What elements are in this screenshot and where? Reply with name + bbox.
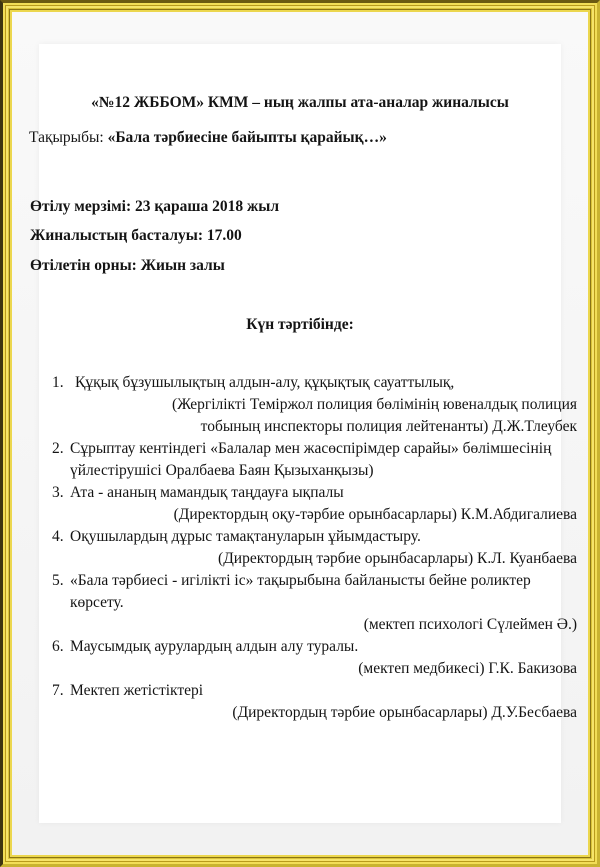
meeting-venue: Өтілетін орны: Жиын залы bbox=[30, 257, 225, 274]
agenda-text: Мектеп жетістіктері bbox=[70, 682, 204, 699]
agenda-heading: Күн тәртібінде: bbox=[246, 316, 354, 333]
topic-value: «Бала тәрбиесіне байыпты қарайық…» bbox=[107, 129, 387, 146]
agenda-responsible: (Директордың оқу-тәрбие орынбасарлары) К.М.Абдигалиева bbox=[173, 506, 577, 523]
agenda-text: көрсету. bbox=[70, 594, 124, 611]
agenda-number: 7. bbox=[52, 682, 64, 699]
agenda-number: 1. bbox=[52, 374, 64, 391]
topic-line bbox=[29, 130, 387, 146]
agenda-number: 6. bbox=[52, 638, 64, 655]
agenda-text: Құқық бұзушылықтың алдын-алу, құқықтық сауаттылық, bbox=[75, 374, 455, 391]
topic-label: Тақырыбы: bbox=[29, 129, 108, 146]
agenda-text: Ата - ананың мамандық таңдауға ықпалы bbox=[70, 484, 344, 501]
agenda-text: Маусымдық аурулардың алдын алу туралы. bbox=[70, 638, 359, 655]
agenda-text: үйлестірушісі Оралбаева Баян Қызыханқызы) bbox=[70, 462, 374, 479]
agenda-responsible: (мектеп медбикесі) Г.К. Бакизова bbox=[358, 660, 577, 677]
meeting-date: Өтілу мерзімі: 23 қараша 2018 жыл bbox=[30, 198, 280, 215]
agenda-responsible: (Директордың тәрбие орынбасарлары) К.Л. Куанбаева bbox=[218, 550, 577, 567]
agenda-number: 3. bbox=[52, 484, 64, 501]
meeting-start-time: Жиналыстың басталуы: 17.00 bbox=[30, 227, 242, 244]
agenda-number: 5. bbox=[52, 572, 64, 589]
document-title: «№12 ЖББОМ» КММ – ның жалпы ата-аналар жиналысы bbox=[91, 94, 509, 111]
agenda-number: 2. bbox=[52, 440, 64, 457]
agenda-text: Сұрыптау кентіндегі «Балалар мен жасөспірімдер сарайы» бөлімшесінің bbox=[70, 440, 552, 457]
agenda-text: Оқушылардың дұрыс тамақтануларын ұйымдастыру. bbox=[70, 528, 421, 545]
agenda-responsible: (Жергілікті Теміржол полиция бөлімінің ювеналдық полиция bbox=[171, 396, 577, 413]
agenda-text: «Бала тәрбиесі - игілікті іс» тақырыбына байланысты бейне роликтер bbox=[70, 572, 531, 589]
agenda-number: 4. bbox=[52, 528, 64, 545]
agenda-responsible: (мектеп психологі Сүлеймен Ә.) bbox=[363, 616, 577, 633]
agenda-responsible: (Директордың тәрбие орынбасарлары) Д.У.Бесбаева bbox=[232, 704, 577, 721]
agenda-responsible: тобының инспекторы полиция лейтенанты) Д.Ж.Тлеубек bbox=[200, 418, 577, 435]
